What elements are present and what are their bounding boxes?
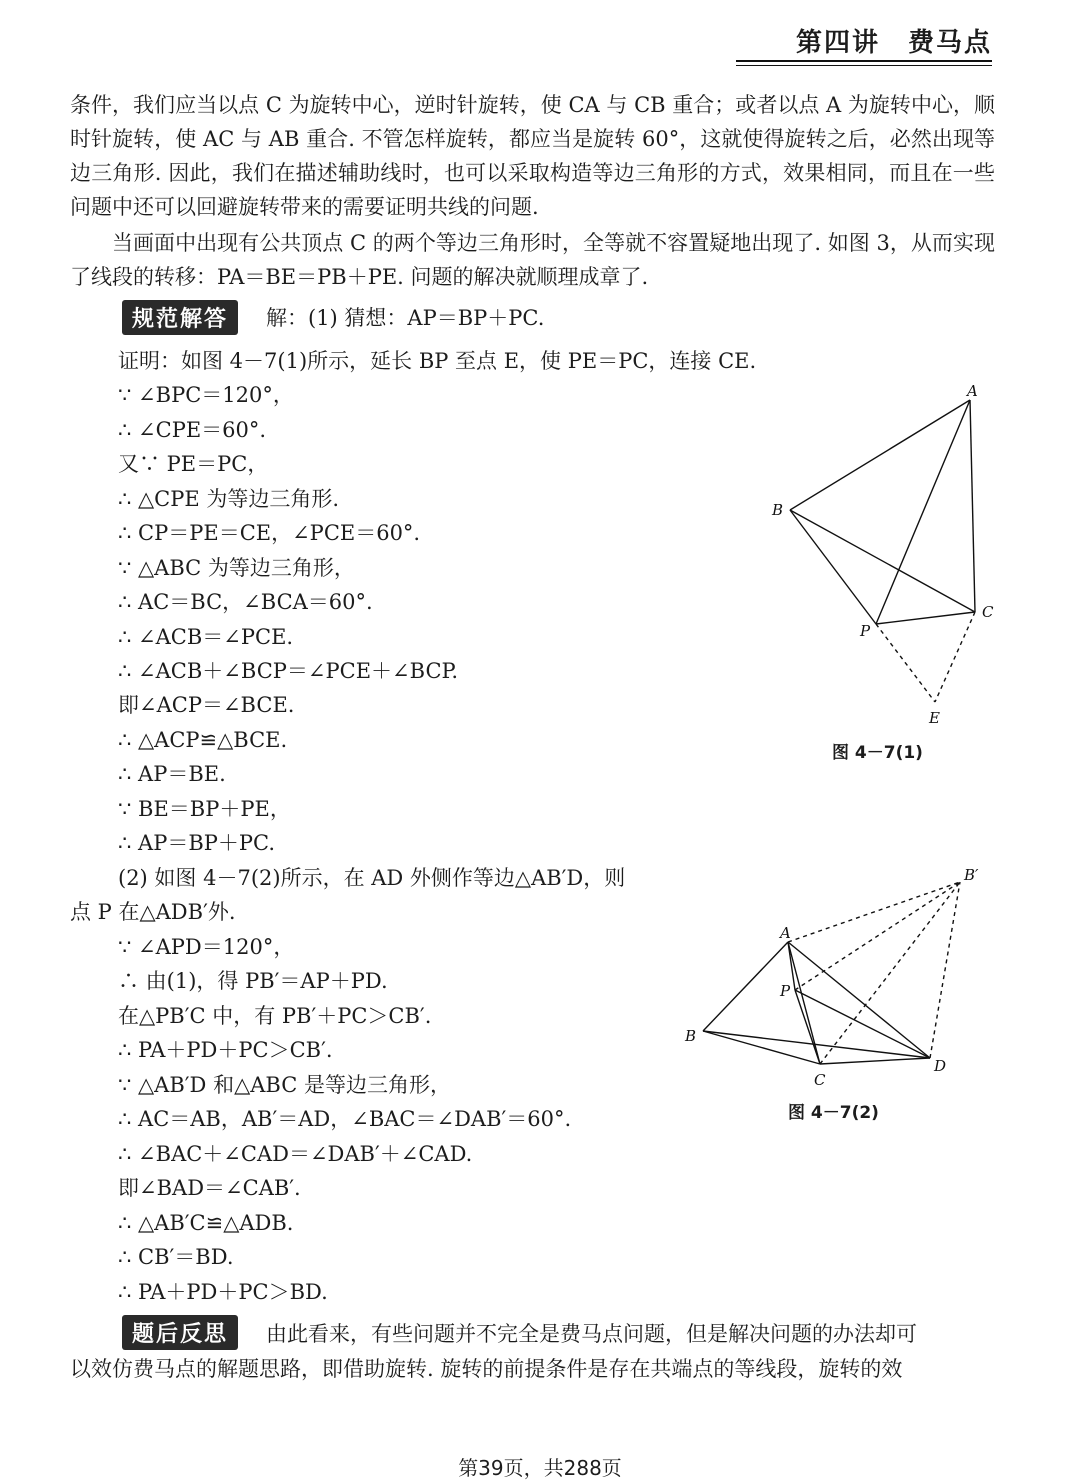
solution-first-line: 解：(1) 猜想：AP＝BP＋PC.: [266, 306, 545, 330]
point-label-P: P: [780, 982, 791, 1000]
segment-PC: [876, 612, 975, 624]
reflection-line-1: 由此看来，有些问题并不完全是费马点问题，但是解决问题的办法却可: [266, 1322, 917, 1346]
reflection-line-2: 以效仿费马点的解题思路，即借助旋转. 旋转的前提条件是存在共端点的等线段，旋转的效: [70, 1357, 903, 1381]
segment-AP: [876, 400, 970, 624]
proof-line: ∴ AP＝BP＋PC.: [118, 831, 276, 855]
figure-4-7-2: [680, 860, 1000, 1090]
proof-line: ∴ 由(1)，得 PB′＝AP＋PD.: [118, 969, 388, 993]
point-label-C: C: [982, 603, 994, 621]
figure-4-7-1: [760, 380, 1000, 730]
proof-line: 又∵ PE＝PC，: [118, 452, 269, 476]
proof-line: ∴ AP＝BE.: [118, 762, 226, 786]
point-label-D: D: [934, 1057, 947, 1075]
segment-PE: [876, 624, 935, 702]
proof-line: ∴ AC＝BC，∠BCA＝60°.: [118, 590, 373, 614]
proof-line: ∴ △CPE 为等边三角形.: [118, 487, 340, 511]
figure-caption-1: 图 4－7(1): [832, 743, 923, 763]
segment-DB2: [930, 882, 960, 1058]
reflection-badge: 题后反思: [122, 1315, 238, 1350]
point-label-C: C: [814, 1071, 826, 1089]
proof-line: ∵ ∠BPC＝120°，: [118, 383, 294, 407]
segment-CB2: [820, 882, 960, 1064]
proof-line: 即∠BAD＝∠CAB′.: [118, 1176, 301, 1200]
proof-line: ∴ ∠ACB＋∠BCP＝∠PCE＋∠BCP.: [118, 659, 459, 683]
page-footer: 第39页，共288页: [458, 1456, 622, 1480]
point-label-P: P: [860, 622, 871, 640]
proof-line: ∴ △AB′C≌△ADB.: [118, 1211, 294, 1235]
segment-AC: [970, 400, 975, 612]
proof-line: ∵ △ABC 为等边三角形，: [118, 556, 355, 580]
segment-AB2: [788, 882, 960, 942]
proof-line: ∴ ∠ACB＝∠PCE.: [118, 625, 294, 649]
segment-PB2: [795, 882, 960, 990]
proof-line: ∴ CB′＝BD.: [118, 1245, 234, 1269]
proof-line: ∵ △AB′D 和△ABC 是等边三角形，: [118, 1073, 451, 1097]
proof-line: ∴ PA＋PD＋PC＞BD.: [118, 1280, 328, 1304]
segment-BP: [790, 510, 876, 624]
header-rule: [736, 60, 992, 62]
point-label-A: A: [780, 924, 791, 942]
segment-AB: [790, 400, 970, 510]
segment-CE: [935, 612, 975, 702]
intro-paragraph-1: 条件，我们应当以点 C 为旋转中心，逆时针旋转，使 CA 与 CB 重合；或者以点 A 为旋转中心，顺时针旋转，使 AC 与 AB 重合. 不管怎样旋转，都应当是旋转 60°，这就使得旋转之后，必然出现等边三角形. 因此，我们在描述辅助线时，也可以采取构造等边三角形的方式，效果相同，而且在一些问题中还可以回避旋转带来的需要证明共线的问题.: [70, 93, 995, 219]
part2-intro-line: (2) 如图 4－7(2)所示，在 AD 外侧作等边△AB′D，则: [118, 866, 626, 890]
point-label-B-prime: B′: [964, 866, 979, 884]
segment-BC: [790, 510, 975, 612]
proof-line: ∴ △ACP≌△BCE.: [118, 728, 288, 752]
segment-CD: [820, 1058, 930, 1064]
chapter-title: 第四讲 费马点: [795, 28, 992, 58]
segment-AD: [788, 942, 930, 1058]
proof-line: ∴ CP＝PE＝CE，∠PCE＝60°.: [118, 521, 421, 545]
point-label-A: A: [967, 382, 978, 400]
proof-line: ∴ PA＋PD＋PC＞CB′.: [118, 1038, 333, 1062]
proof-line: ∴ ∠BAC＋∠CAD＝∠DAB′＋∠CAD.: [118, 1142, 473, 1166]
segment-AC: [788, 942, 820, 1064]
segment-BC: [703, 1031, 820, 1064]
figure-caption-2: 图 4－7(2): [788, 1103, 879, 1123]
proof-line: ∵ BE＝BP＋PE，: [118, 797, 291, 821]
solution-badge: 规范解答: [122, 300, 238, 335]
proof-line: ∵ ∠APD＝120°，: [118, 935, 295, 959]
proof-line: 即∠ACP＝∠BCE.: [118, 693, 295, 717]
proof-line: ∴ AC＝AB，AB′＝AD，∠BAC＝∠DAB′＝60°.: [118, 1107, 572, 1131]
proof-line: 在△PB′C 中，有 PB′＋PC＞CB′.: [118, 1004, 432, 1028]
intro-paragraph-2: 当画面中出现有公共顶点 C 的两个等边三角形时，全等就不容置疑地出现了. 如图 3，从而实现了线段的转移：PA＝BE＝PB＋PE. 问题的解决就顺理成章了.: [70, 231, 995, 289]
header-rule-thin: [736, 65, 992, 66]
part2-intro-line: 点 P 在△ADB′外.: [70, 900, 236, 924]
proof-line: ∴ ∠CPE＝60°.: [118, 418, 267, 442]
point-label-B: B: [685, 1027, 697, 1045]
point-label-E: E: [929, 709, 940, 727]
segment-AB: [703, 942, 788, 1031]
proof-line: 证明：如图 4－7(1)所示，延长 BP 至点 E，使 PE＝PC，连接 CE.: [118, 349, 757, 373]
point-label-B: B: [772, 501, 784, 519]
